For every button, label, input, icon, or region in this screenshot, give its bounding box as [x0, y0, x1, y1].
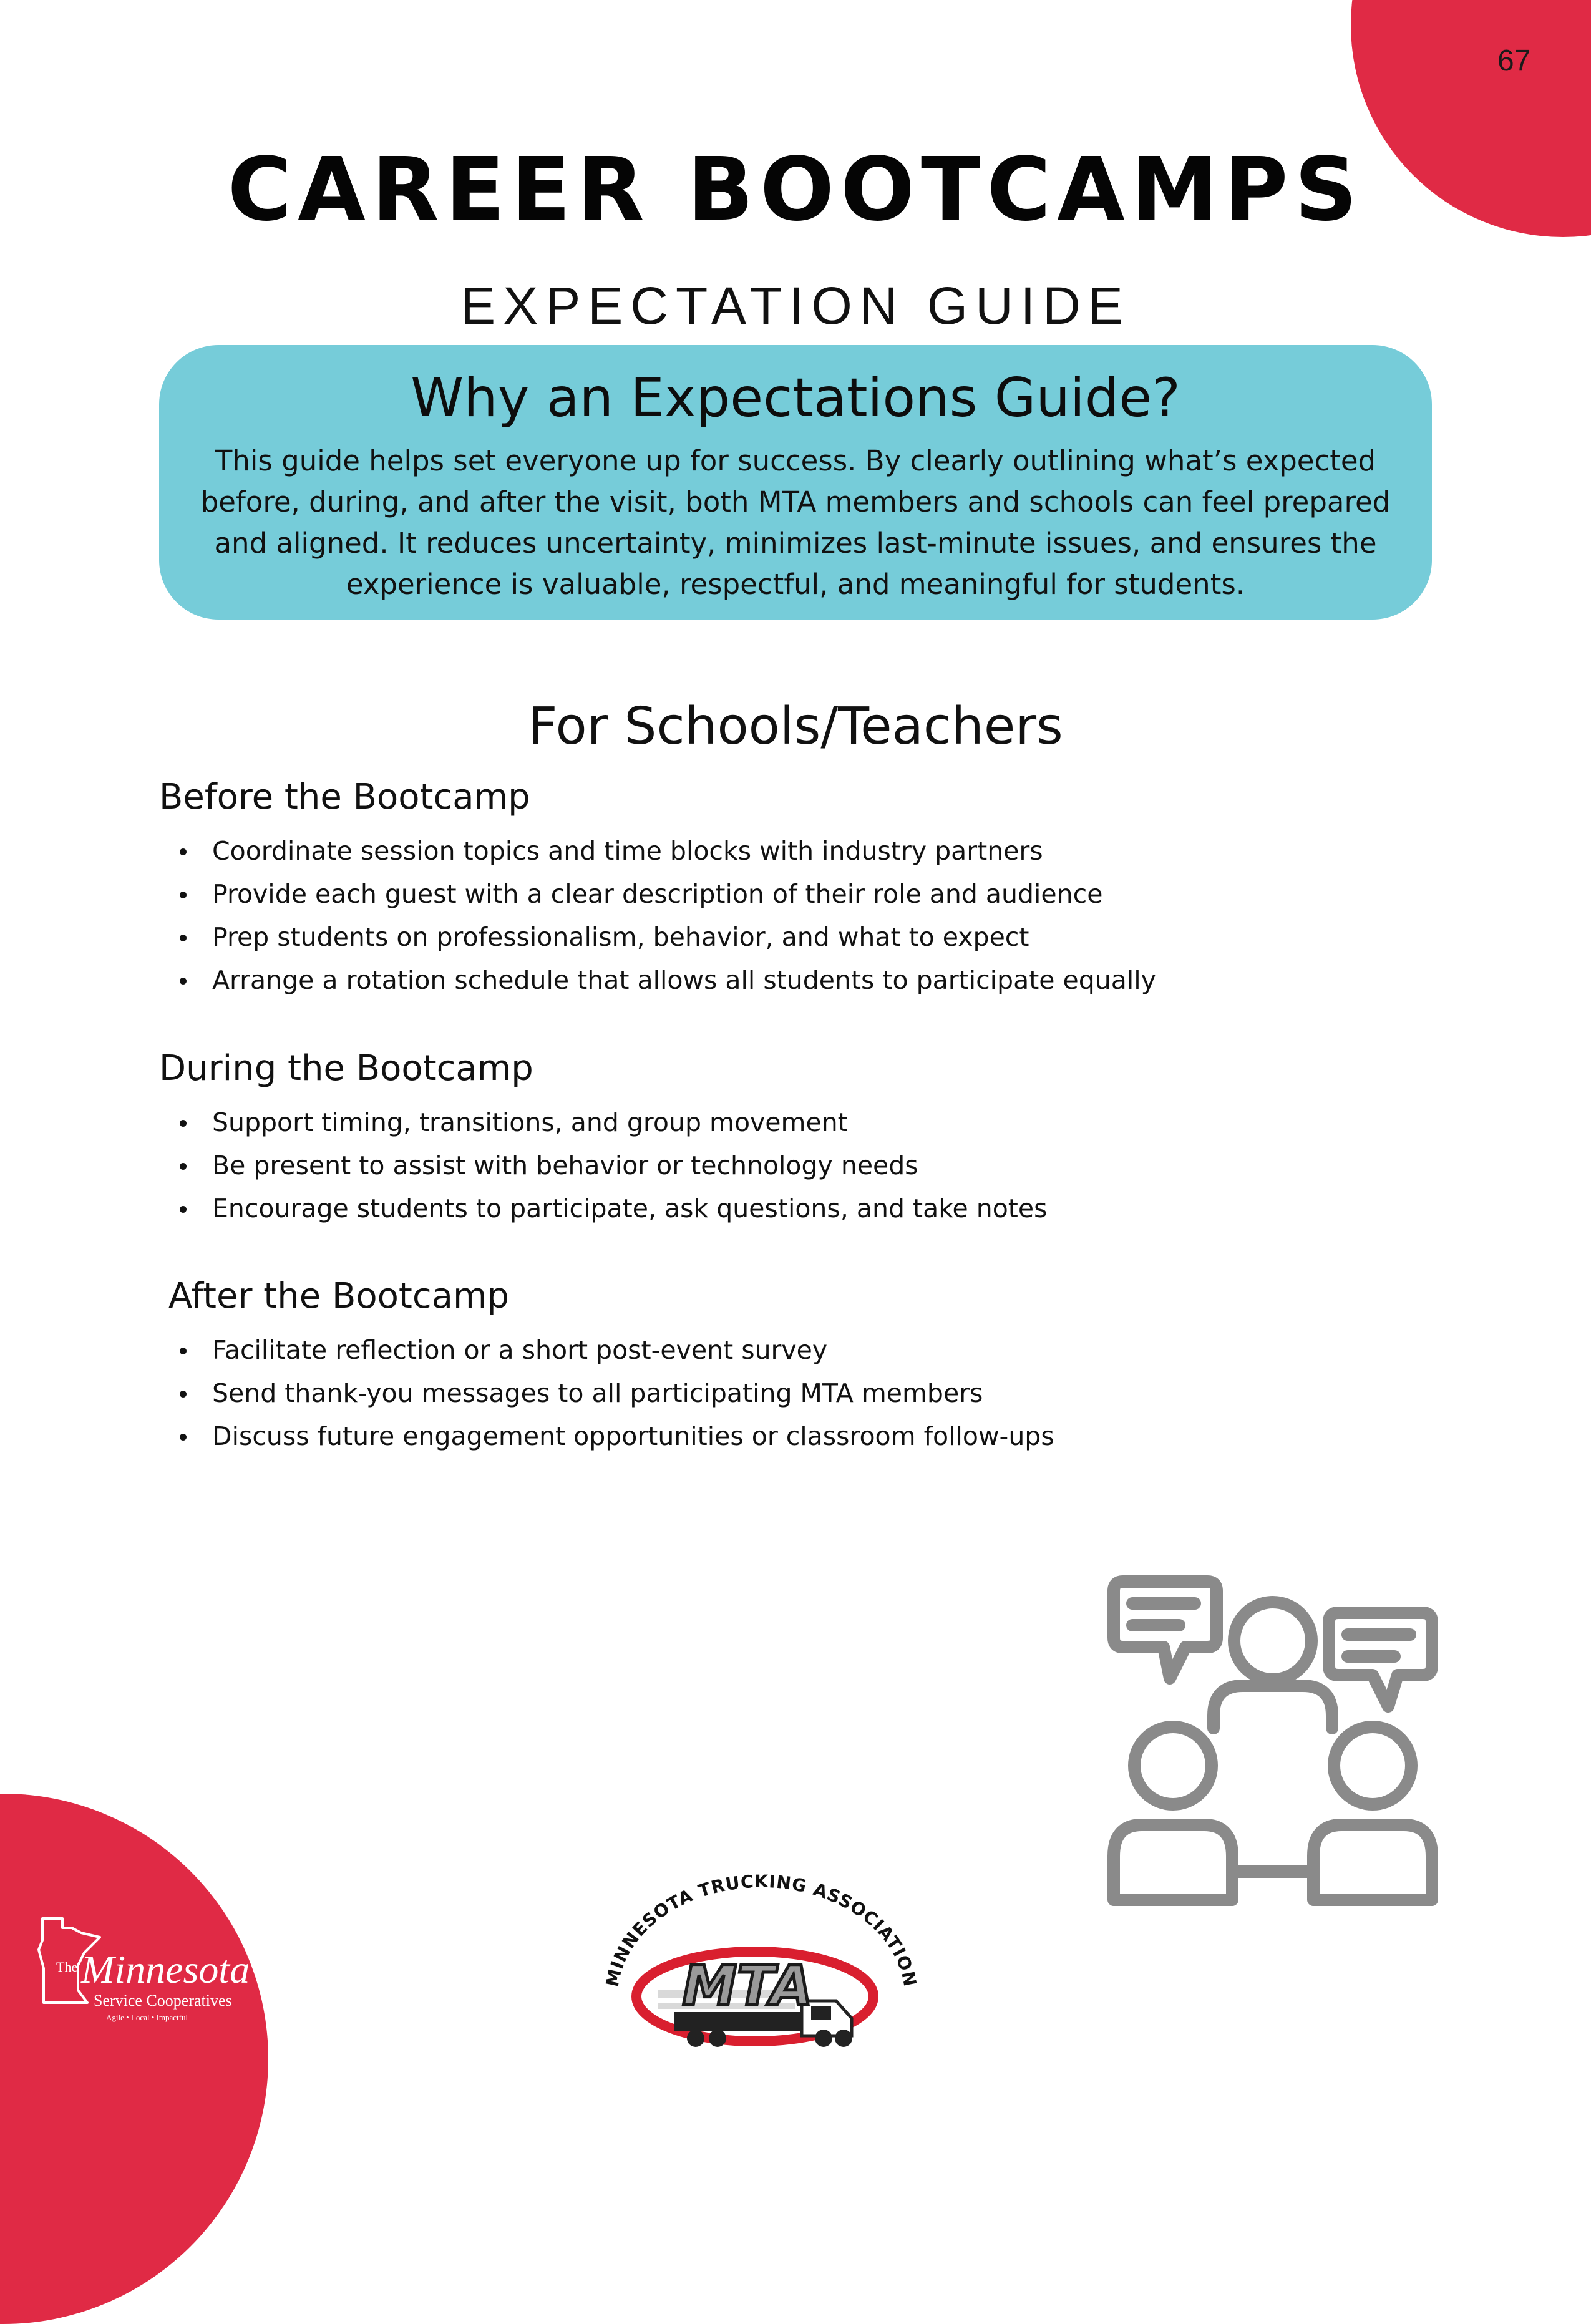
msc-logo-tagline: Agile • Local • Impactful	[106, 2013, 188, 2022]
why-guide-title: Why an Expectations Guide?	[411, 367, 1180, 429]
why-guide-text	[190, 440, 1401, 605]
msc-logo-name: Minnesota	[81, 1947, 250, 1991]
section-title: For Schools/Teachers	[528, 697, 1063, 756]
msc-logo-the: The	[56, 1959, 78, 1975]
list-item: Arrange a rotation schedule that allows all students to participate equally	[162, 959, 1156, 1002]
list-item: Provide each guest with a clear description of their role and audience	[162, 873, 1156, 916]
list-item: Encourage students to participate, ask questions, and take notes	[162, 1187, 1047, 1230]
corner-decoration-bottom-left	[0, 1794, 268, 2324]
why-guide-line: experience is valuable, respectful, and meaningful for students.	[346, 568, 1245, 601]
bullet-list-after	[162, 1329, 1054, 1458]
why-guide-line: and aligned. It reduces uncertainty, minimizes last-minute issues, and ensures the	[214, 527, 1377, 560]
group-heading-during: During the Bootcamp	[159, 1048, 533, 1089]
mta-abbr-text: MTA	[682, 1953, 813, 2018]
page-subtitle: EXPECTATION GUIDE	[460, 276, 1131, 335]
why-guide-box	[159, 345, 1432, 620]
list-item: Prep students on professionalism, behavior, and what to expect	[162, 916, 1156, 959]
list-item: Send thank-you messages to all participating MTA members	[162, 1372, 1054, 1415]
page-title: CAREER BOOTCAMPS	[227, 139, 1364, 241]
msc-logo-coop: Service Cooperatives	[94, 1991, 232, 2010]
list-item: Coordinate session topics and time blocks with industry partners	[162, 830, 1156, 873]
page-number: 67	[1497, 44, 1531, 77]
mta-truck-logo	[599, 1869, 923, 2056]
minnesota-service-cooperatives-logo	[37, 1915, 275, 2034]
list-item: Discuss future engagement opportunities or classroom follow-ups	[162, 1415, 1054, 1458]
list-item: Be present to assist with behavior or technology needs	[162, 1144, 1047, 1187]
group-heading-after: After the Bootcamp	[168, 1276, 510, 1316]
why-guide-line: before, during, and after the visit, both MTA members and schools can feel prepared	[200, 485, 1391, 518]
bullet-list-before	[162, 830, 1156, 1002]
why-guide-line: This guide helps set everyone up for success. By clearly outlining what’s expected	[215, 444, 1376, 477]
list-item: Facilitate reflection or a short post-event survey	[162, 1329, 1054, 1372]
meeting-discussion-icon	[1104, 1572, 1441, 1909]
mta-arc-text: MINNESOTA TRUCKING ASSOCIATION	[601, 1870, 921, 1989]
bullet-list-during	[162, 1101, 1047, 1230]
list-item: Support timing, transitions, and group movement	[162, 1101, 1047, 1144]
group-heading-before: Before the Bootcamp	[159, 777, 530, 817]
